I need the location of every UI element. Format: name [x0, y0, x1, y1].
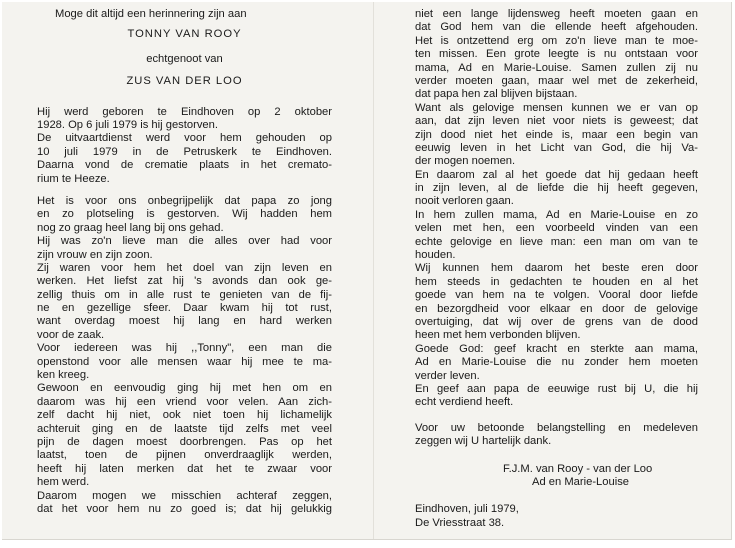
fold-line — [373, 2, 374, 539]
text-line: der mogen noemen. — [415, 155, 516, 168]
text-line: want overdag moest hij lang en hard werken — [37, 315, 332, 328]
text-line: openstond voor alle mensen waar hij mee te ma- — [37, 355, 332, 368]
text-line: Voor uw betoonde belangstelling en medeleven — [415, 421, 698, 434]
text-line: 1928. Op 6 juli 1979 is hij gestorven. — [37, 119, 218, 131]
text-line: Ad en Marie-Louise die nu zonder hem moeten — [415, 356, 698, 369]
text-line: En daarom zal al het goede dat hij gedaan heeft — [415, 168, 698, 181]
place-date: Eindhoven, juli 1979, — [415, 503, 519, 516]
text-line: Daarna vond de crematie plaats in het cremato- — [37, 159, 332, 172]
text-line: echte gelovige en lieve man: een man om van te — [415, 235, 698, 248]
signature-line: F.J.M. van Rooy - van der Loo — [503, 462, 653, 475]
spouse-name: ZUS VAN DER LOO — [126, 75, 243, 88]
text-line: zeggen wij U hartelijk dank. — [415, 435, 552, 448]
text-line: verder leven. — [415, 369, 480, 382]
spouse-label: echtgenoot van — [146, 52, 223, 65]
text-line: Daarom mogen we misschien achteraf zeggen, — [37, 489, 332, 502]
text-line: hem steeds in gedachten te houden en al het — [415, 275, 698, 288]
text-line: nog zo graag heel lang bij ons gehad. — [37, 221, 224, 234]
text-line: zelf dacht hij niet, ook niet toen hij lichamelijk — [37, 409, 332, 422]
text-line: eeuwig leven in het Licht van God, die hij Va- — [415, 141, 698, 154]
text-line: Zij waren voor hem het doel van zijn leven en — [37, 261, 332, 274]
text-line: in zijn leven, al de liefde die hij heeft gegeven, — [415, 182, 698, 195]
text-line: verder moeten gaan, maar wel met de zekerheid, — [415, 74, 698, 87]
text-line: Gewoon en eenvoudig ging hij met hen om en — [37, 382, 332, 395]
text-line: ne en gezellige sfeer. Daar kwam hij tot rust, — [37, 302, 332, 315]
text-line: In hem zullen mama, Ad en Marie-Louise en zo — [415, 208, 698, 221]
text-line: voor de zaak. — [37, 328, 105, 341]
text-line: pijn de dagen moest doorbrengen. Pas op het — [37, 435, 332, 448]
deceased-name: TONNY VAN ROOY — [127, 28, 242, 41]
text-line: houden. — [415, 249, 456, 262]
text-line: velen met hen, een voorbeeld vinden van een — [415, 222, 698, 235]
paragraph-tribute — [37, 195, 332, 516]
text-line: achteruit ging en de laatste tijd zelfs met veel — [37, 422, 332, 435]
text-line: Het is voor ons onbegrijpelijk dat papa zo jong — [37, 194, 332, 207]
text-line: Hij werd geboren te Eindhoven op 2 oktober — [37, 105, 332, 118]
text-line: zijn dood niet het einde is, maar een begin van — [415, 128, 698, 141]
text-line: werken. Het liefst zat hij 's avonds dan ook ge- — [37, 275, 332, 288]
right-column — [415, 2, 698, 530]
text-line: Het is ontzettend erg om zo'n lieve man te moe- — [415, 34, 698, 47]
text-line: dat papa hen zal blijven bijstaan. — [415, 88, 578, 101]
text-line: zellig thuis om in alle rust te genieten van de fij- — [37, 288, 332, 301]
left-column — [37, 2, 332, 516]
text-line: Wij kunnen hem daarom het beste eren door — [415, 262, 698, 275]
text-line: dat God hem van die ellende heeft afgehouden. — [415, 21, 698, 34]
paragraph-thanks — [415, 422, 698, 449]
text-line: En geef aan papa de eeuwige rust bij U, die hij — [415, 382, 698, 395]
text-line: De uitvaartdienst werd voor hem gehouden op — [37, 132, 332, 145]
text-line: echt verdiend heeft. — [415, 396, 514, 409]
text-line: overtuiging, dat wij over de grens van de dood — [415, 315, 698, 328]
signature-line: Ad en Marie-Louise — [532, 475, 630, 488]
text-line: Want als gelovige mensen kunnen we er van op — [415, 101, 698, 114]
text-line: mama, Ad en Marie-Louise. Samen zullen zij nu — [415, 61, 698, 74]
text-line: Hij was zo'n lieve man die alles over had voor — [37, 235, 332, 248]
intro-line: Moge dit altijd een herinnering zijn aan — [55, 8, 247, 20]
text-line: zijn vrouw en zijn zoon. — [37, 248, 153, 261]
text-line: nooit verloren gaan. — [415, 195, 514, 208]
text-line: en bezorgdheid voor elkaar en door de gelovige — [415, 302, 698, 315]
paragraph-continuation — [415, 8, 698, 410]
text-line: Goede God: geef kracht en sterkte aan mama, — [415, 342, 698, 355]
paragraph-biography — [37, 106, 332, 186]
text-line: laatst, toen de pijnen onverdraaglijk werden, — [37, 449, 332, 462]
text-line: 10 juli 1979 in de Petruskerk te Eindhoven. — [37, 145, 332, 158]
text-line: ken kreeg. — [37, 369, 90, 382]
signature-block — [415, 463, 698, 490]
text-line: dat het voor hem nu zo goed is; dat hij gelukkig — [37, 502, 332, 515]
text-line: heen met hem verbonden blijven. — [415, 329, 581, 342]
memorial-card — [2, 2, 732, 540]
text-line: rium te Heeze. — [37, 172, 110, 185]
text-line: niet een lange lijdensweg heeft moeten gaan en — [415, 8, 698, 20]
text-line: heeft hij laten merken dat het te zwaar voor — [37, 462, 332, 475]
text-line: Voor iedereen was hij ,,Tonny", een man die — [37, 342, 332, 355]
text-line: goede van hem na te volgen. Vooral door liefde — [415, 289, 698, 302]
text-line: aan, dat zijn leven niet voor niets is geweest; dat — [415, 115, 698, 128]
text-line: hem werd. — [37, 476, 90, 489]
address: De Vriesstraat 38. — [415, 516, 505, 529]
text-line: daarom was hij een vriend voor velen. Aan zich- — [37, 395, 332, 408]
text-line: en zo plotseling is gestorven. Wij hadden hem — [37, 208, 332, 221]
text-line: ten missen. Een grote leegte is nu ontstaan voor — [415, 48, 698, 61]
